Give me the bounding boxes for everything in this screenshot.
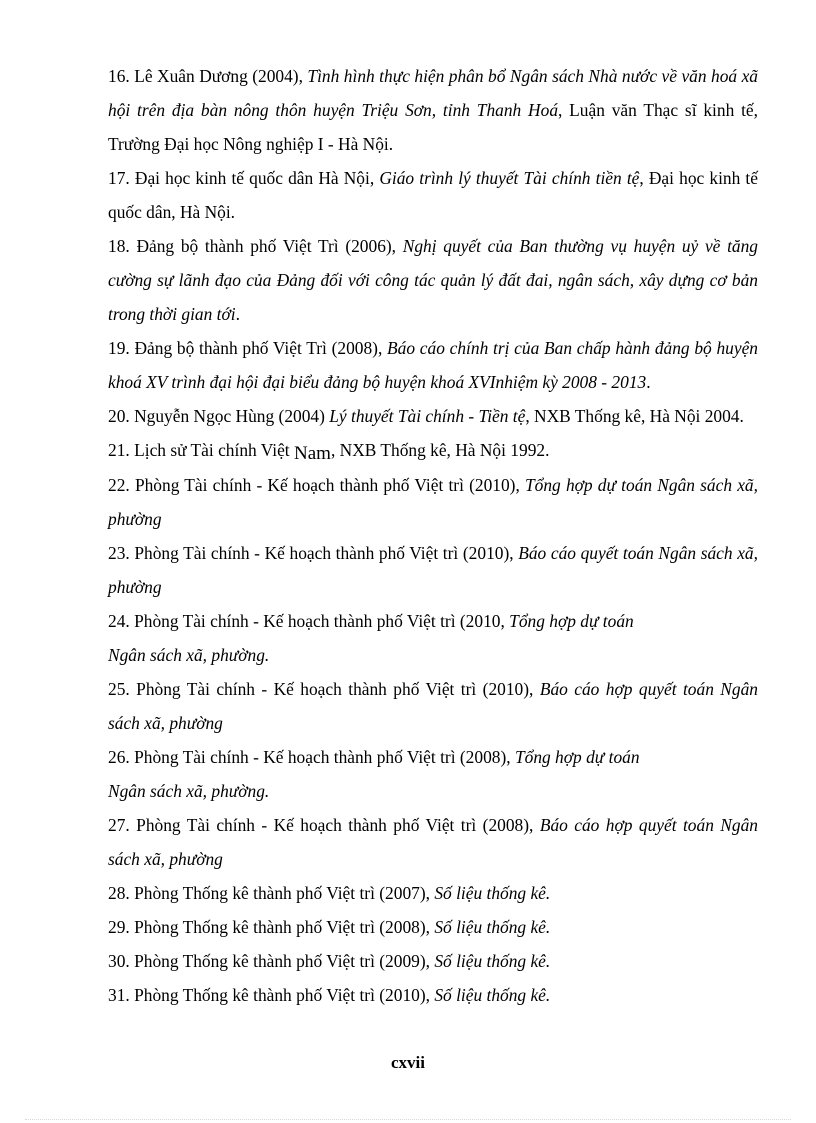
reference-author: Phòng Thống kê thành phố Việt trì (2008),	[134, 917, 435, 937]
reference-item	[108, 433, 758, 468]
reference-number: 21.	[108, 440, 130, 460]
reference-item	[108, 944, 758, 978]
reference-title: Nghị quyết của Ban thường vụ huyện uỷ về tăng cường sự lãnh đạo của Đảng đối với công tác quản lý đất đai, ngân sách, xây dựng cơ bản trong thời gian tới	[108, 236, 759, 324]
reference-item	[108, 808, 758, 876]
reference-title: Tổng hợp dự toán	[509, 611, 634, 631]
reference-author: Đảng bộ thành phố Việt Trì (2006),	[136, 236, 403, 256]
reference-title: Lý thuyết Tài chính - Tiền tệ	[329, 406, 526, 426]
reference-author: Lê Xuân Dương (2004),	[134, 66, 308, 86]
reference-title: Số liệu thống kê.	[434, 883, 551, 903]
reference-rest: , NXB Thống kê, Hà Nội 2004.	[525, 406, 744, 426]
reference-author: Lịch sử Tài chính Việt	[134, 440, 294, 460]
reference-item	[108, 468, 758, 536]
reference-author: Phòng Tài chính - Kế hoạch thành phố Việt trì (2010),	[134, 475, 525, 495]
reference-item	[108, 229, 758, 331]
reference-title-continued: Ngân sách xã, phường.	[108, 645, 270, 665]
reference-item	[108, 672, 758, 740]
reference-author: Đại học kinh tế quốc dân Hà Nội,	[134, 168, 380, 188]
reference-author: Phòng Tài chính - Kế hoạch thành phố Việt trì (2008),	[136, 815, 540, 835]
reference-author: Phòng Thống kê thành phố Việt trì (2009),	[134, 951, 435, 971]
reference-title: Số liệu thống kê.	[434, 985, 551, 1005]
reference-title: Số liệu thống kê.	[434, 917, 551, 937]
reference-author: Phòng Tài chính - Kế hoạch thành phố Việt trì (2010),	[136, 679, 540, 699]
reference-rest: , NXB Thống kê, Hà Nội 1992.	[330, 440, 550, 460]
reference-number: 26.	[108, 747, 130, 767]
page-bottom-divider	[25, 1119, 791, 1120]
reference-number: 31.	[108, 985, 130, 1005]
reference-title: Số liệu thống kê.	[434, 951, 551, 971]
reference-rest: , Luận văn Thạc sĩ kinh tế, Trường Đại học Nông nghiệp I - Hà Nội.	[108, 100, 758, 154]
reference-item	[108, 59, 758, 161]
reference-item	[108, 604, 758, 672]
reference-number: 19.	[108, 338, 130, 358]
reference-number: 29.	[108, 917, 130, 937]
reference-number: 17.	[108, 168, 130, 188]
reference-number: 18.	[108, 236, 130, 256]
reference-author: Phòng Thống kê thành phố Việt trì (2007),	[134, 883, 435, 903]
reference-number: 22.	[108, 475, 130, 495]
reference-title: Tổng hợp dự toán	[514, 747, 640, 767]
reference-author: Phòng Thống kê thành phố Việt trì (2010),	[134, 985, 435, 1005]
reference-title: Giáo trình lý thuyết Tài chính tiền tệ	[379, 168, 640, 188]
reference-item	[108, 161, 758, 229]
reference-rest: , Đại học kinh tế quốc dân, Hà Nội.	[108, 168, 758, 222]
reference-number: 16.	[108, 66, 130, 86]
reference-author: Đảng bộ thành phố Việt Trì (2008),	[134, 338, 388, 358]
reference-title: Tình hình thực hiện phân bổ Ngân sách Nhà nước về văn hoá xã hội trên địa bàn nông thôn huyện Triệu Sơn, tỉnh Thanh Hoá	[108, 66, 758, 120]
reference-item	[108, 740, 758, 808]
reference-item	[108, 876, 758, 910]
reference-title: Báo cáo hợp quyết toán Ngân sách xã, phường	[108, 679, 758, 733]
reference-number: 25.	[108, 679, 130, 699]
reference-author: Phòng Tài chính - Kế hoạch thành phố Việt trì (2008),	[134, 747, 515, 767]
reference-item	[108, 910, 758, 944]
reference-item	[108, 399, 758, 433]
reference-title: Báo cáo hợp quyết toán Ngân sách xã, phường	[108, 815, 758, 869]
reference-item	[108, 978, 758, 1012]
reference-number: 23.	[108, 543, 130, 563]
reference-author: Nguyễn Ngọc Hùng (2004)	[134, 406, 330, 426]
reference-item	[108, 331, 758, 399]
reference-rest: .	[646, 372, 651, 392]
reference-author: Phòng Tài chính - Kế hoạch thành phố Việt trì (2010),	[134, 543, 519, 563]
reference-rest: .	[235, 304, 240, 324]
reference-number: 24.	[108, 611, 130, 631]
reference-author: Phòng Tài chính - Kế hoạch thành phố Việt trì (2010,	[134, 611, 510, 631]
page-number: cxvii	[391, 1053, 425, 1072]
reference-number: 28.	[108, 883, 130, 903]
reference-number: 20.	[108, 406, 130, 426]
reference-title: Báo cáo chính trị của Ban chấp hành đảng bộ huyện khoá XV trình đại hội đại biểu đảng bộ huyện khoá XVInhiệm kỳ 2008 - 2013	[108, 338, 758, 392]
reference-number: 30.	[108, 951, 130, 971]
reference-title-continued: Ngân sách xã, phường.	[108, 781, 270, 801]
reference-list	[108, 59, 758, 1012]
reference-number: 27.	[108, 815, 130, 835]
reference-title: Báo cáo quyết toán Ngân sách xã, phường	[108, 543, 758, 597]
reference-title: Tổng hợp dự toán Ngân sách xã, phường	[108, 475, 758, 529]
reference-author-nam: Nam	[294, 443, 331, 464]
reference-item	[108, 536, 758, 604]
